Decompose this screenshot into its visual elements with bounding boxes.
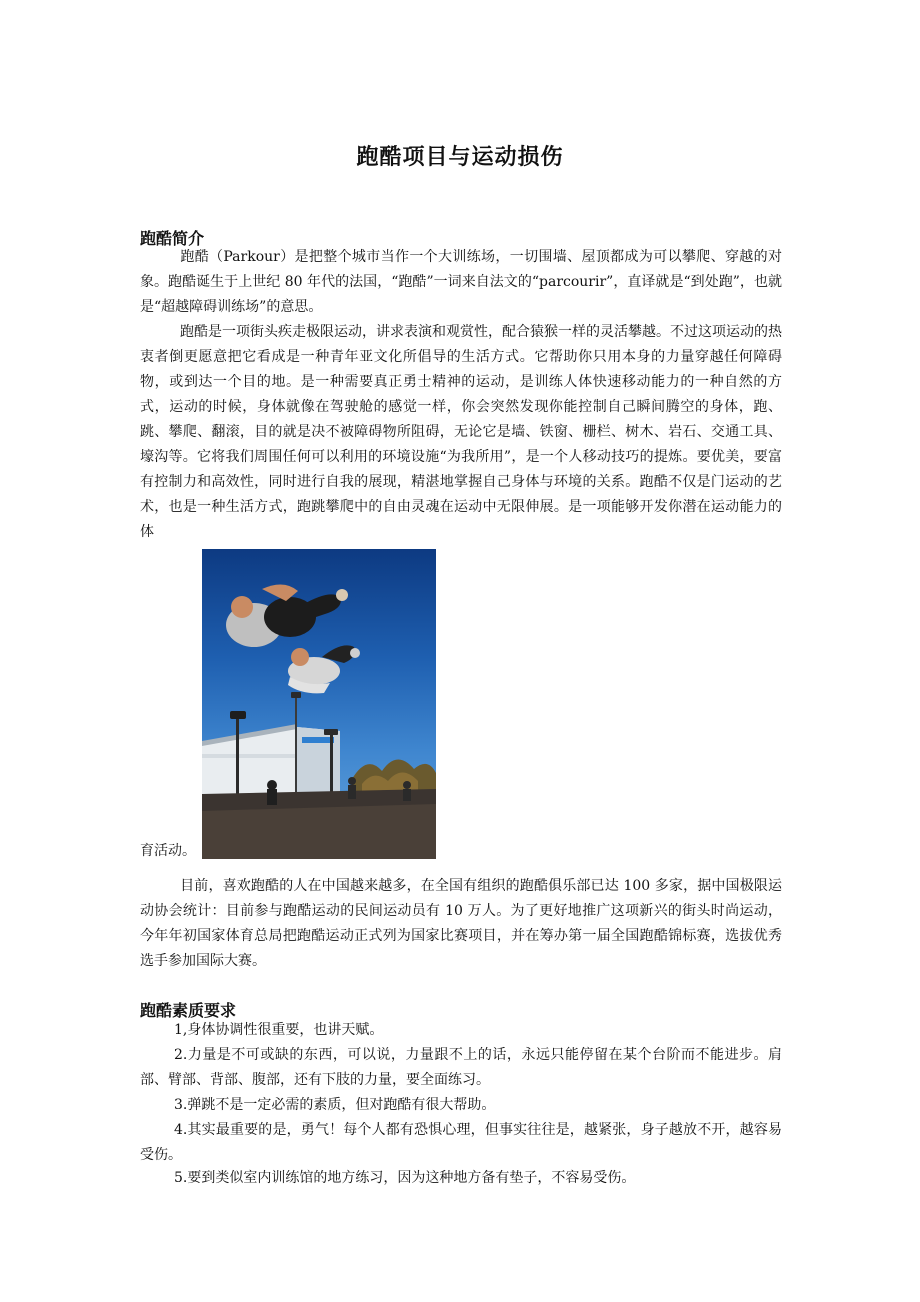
paragraph-intro-2-text: 跑酷是一项街头疾走极限运动，讲求表演和观赏性，配合猿猴一样的灵活攀越。不过这项运动的热衷者倒更愿意把它看成是一种青年亚文化所倡导的生活方式。它帮助你只用本身的力量穿越任何障碍物，或到达一个目的地。是一种需要真正勇士精神的运动，是训练人体快速移动能力的一种自然的方式，运动的时候，身体就像在驾驶舱的感觉一样，你会突然发现你能控制自己瞬间腾空的身体，跑、跳、攀爬、翻滚，目的就是决不被障碍物所阻碍，无论它是墙、铁窗、栅栏、树木、岩石、交通工具、壕沟等。它将我们周围任何可以利用的环境设施“为我所用”，是一个人移动技巧的提炼。要优美，要富有控制力和高效性，同时进行自我的展现，精湛地掌握自己身体与环境的关系。跑酷不仅是门运动的艺术，也是一种生活方式，跑跳攀爬中的自由灵魂在运动中无限伸展。是一项能够开发你潜在运动能力的体: [140, 324, 782, 540]
requirement-item-text: 4.其实最重要的是，勇气！每个人都有恐惧心理，但事实往往是，越紧张，身子越放不开，越容易受伤。: [140, 1122, 782, 1163]
requirement-item-text: 5.要到类似室内训练馆的地方练习，因为这种地方备有垫子，不容易受伤。: [174, 1170, 636, 1186]
requirement-item-text: 3.弹跳不是一定必需的素质，但对跑酷有很大帮助。: [174, 1097, 496, 1113]
requirement-item-text: 2.力量是不可或缺的东西，可以说，力量跟不上的话，永远只能停留在某个台阶而不能进步。肩部、臂部、背部、腹部，还有下肢的力量，要全面练习。: [140, 1047, 782, 1088]
requirement-item: [140, 1093, 782, 1118]
requirement-item: [140, 1118, 782, 1168]
page-title: 跑酷项目与运动损伤: [356, 145, 564, 170]
paragraph-intro-1: [140, 245, 782, 320]
paragraph-intro-3-text: 目前，喜欢跑酷的人在中国越来越多，在全国有组织的跑酷俱乐部已达 100 多家，据中国极限运动协会统计：目前参与跑酷运动的民间运动员有 10 万人。为了更好地推广这项新兴的街头时尚运动，今年年初国家体育总局把跑酷运动正式列为国家比赛项目，并在筹办第一届全国跑酷锦标赛，选拔优秀选手参加国际大赛。: [140, 878, 782, 969]
parkour-backflip-photo: [202, 549, 436, 859]
paragraph-intro-3: [140, 874, 782, 974]
paragraph-intro-2: [140, 320, 782, 545]
section-heading-intro: 跑酷简介: [140, 229, 205, 248]
requirement-item: [140, 1018, 782, 1043]
photo-illustration: [202, 549, 436, 859]
paragraph-intro-1-text: 跑酷（Parkour）是把整个城市当作一个大训练场，一切围墙、屋顶都成为可以攀爬、穿越的对象。跑酷诞生于上世纪 80 年代的法国，“跑酷”一词来自法文的“parcourir”，直译就是“到处跑”，也就是“超越障碍训练场”的意思。: [140, 249, 782, 315]
requirement-item: [140, 1043, 782, 1093]
section-heading-requirements: 跑酷素质要求: [140, 1001, 237, 1020]
requirement-item-text: 1,身体协调性很重要，也讲天赋。: [174, 1022, 384, 1038]
paragraph-intro-2-tail: 育活动。: [140, 843, 196, 859]
requirement-item: [140, 1166, 782, 1191]
